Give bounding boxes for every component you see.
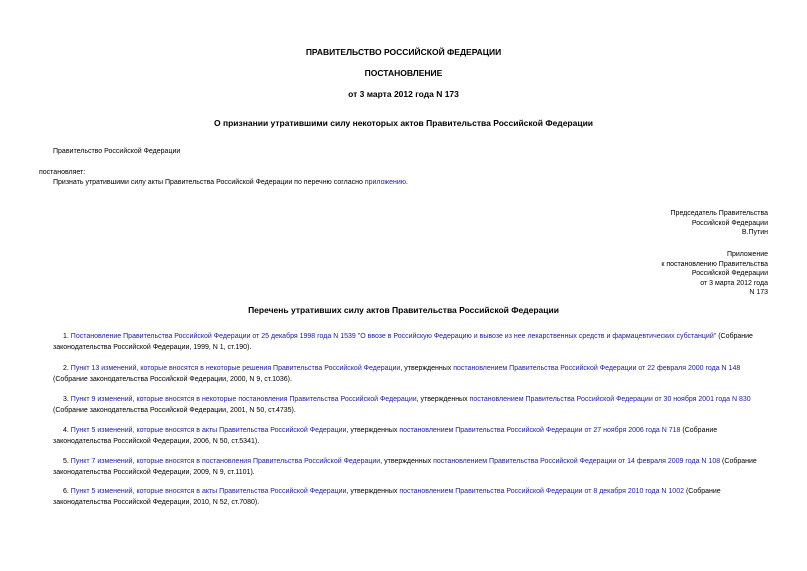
list-item-line-1	[53, 486, 769, 497]
list-title: Перечень утративших силу актов Правительства Российской Федерации	[248, 305, 559, 315]
list-item-line-1	[53, 456, 769, 467]
list-item-source: законодательства Российской Федерации, 2006, N 50, ст.5341).	[53, 438, 260, 445]
list-item-text: (Собрание	[716, 333, 753, 340]
list-item-source: законодательства Российской Федерации, 1999, N 1, ст.190).	[53, 344, 252, 351]
resolves-text: постановляет:	[39, 169, 86, 176]
list-item-line-1	[53, 331, 769, 342]
act-link[interactable]: Постановление Правительства Российской Федерации от 25 декабря 1998 года N 1539 "О ввозе в Российскую Федерацию и вывозе из нее лекарственных средств и фармацевтических субстанций"	[70, 333, 717, 340]
appendix-line-3: Российской Федерации	[691, 270, 768, 277]
list-item-text: , утвержденных	[380, 458, 434, 465]
list-item-number: 2.	[63, 365, 71, 372]
appendix-line-5: N 173	[749, 289, 768, 296]
signature-position: Председатель Правительства	[670, 210, 768, 217]
list-item-number: 4.	[63, 427, 71, 434]
list-item-source: (Собрание законодательства Российской Федерации, 2001, N 50, ст.4735).	[53, 407, 296, 414]
act-link[interactable]: постановлением Правительства Российской Федерации от 30 ноября 2001 года N 830	[469, 396, 751, 403]
list-item-text: (Собрание	[680, 427, 718, 434]
list-item-line-1	[53, 394, 769, 405]
list-item-line-1	[53, 363, 769, 374]
appendix-label: Приложение	[726, 251, 768, 258]
appendix-link[interactable]: приложению	[364, 179, 406, 186]
resolution-text: Признать утратившими силу акты Правительства Российской Федерации по перечню согласно	[53, 179, 365, 186]
act-link[interactable]: Пункт 9 изменений, которые вносятся в некоторые постановления Правительства Российской Федерации	[70, 396, 417, 403]
list-item	[53, 486, 769, 508]
list-item-text: , утвержденных	[416, 396, 470, 403]
list-item-text: , утвержденных	[400, 365, 454, 372]
appendix-header	[661, 250, 768, 298]
list-item-text: (Собрание	[684, 488, 721, 495]
resolution-text-end: .	[406, 179, 408, 186]
list-item-number: 3.	[63, 396, 71, 403]
act-link[interactable]: постановлением Правительства Российской Федерации от 8 декабря 2010 года N 1002	[399, 488, 684, 495]
act-link[interactable]: постановлением Правительства Российской Федерации от 22 февраля 2000 года N 148	[453, 365, 741, 372]
document-type: ПОСТАНОВЛЕНИЕ	[364, 68, 443, 78]
document-date-number: от 3 марта 2012 года N 173	[348, 89, 459, 99]
list-item-text: , утвержденных	[346, 427, 400, 434]
list-item-number: 1.	[63, 333, 71, 340]
act-link[interactable]: постановлением Правительства Российской Федерации от 14 февраля 2009 года N 108	[433, 458, 721, 465]
list-item-source: законодательства Российской Федерации, 2009, N 9, ст.1101).	[53, 469, 255, 476]
act-link[interactable]: Пункт 13 изменений, которые вносятся в некоторые решения Правительства Российской Федерации	[70, 365, 401, 372]
list-item-source: (Собрание законодательства Российской Федерации, 2000, N 9, ст.1036).	[53, 376, 292, 383]
act-link[interactable]: Пункт 5 изменений, которые вносятся в акты Правительства Российской Федерации	[70, 427, 347, 434]
appendix-line-2: к постановлению Правительства	[661, 260, 768, 268]
list-item	[53, 331, 769, 353]
issuer-text: Правительство Российской Федерации	[53, 148, 181, 155]
list-item-number: 5.	[63, 458, 71, 465]
list-item-number: 6.	[63, 488, 71, 495]
list-item	[53, 456, 769, 478]
list-item-text: , утвержденных	[346, 488, 400, 495]
list-item-line-1	[53, 425, 769, 436]
list-item-text: (Собрание	[720, 458, 757, 465]
document-title: О признании утратившими силу некоторых актов Правительства Российской Федерации	[213, 118, 594, 128]
act-link[interactable]: Пункт 7 изменений, которые вносятся в постановления Правительства Российской Федерации	[70, 458, 381, 465]
list-item-source: законодательства Российской Федерации, 2010, N 52, ст.7080).	[53, 499, 260, 506]
resolution-paragraph	[53, 178, 408, 187]
act-link[interactable]: постановлением Правительства Российской Федерации от 27 ноября 2006 года N 718	[399, 427, 681, 434]
signature-block	[671, 209, 768, 238]
list-item	[53, 425, 769, 447]
signature-position-2: Российской Федерации	[691, 219, 768, 227]
act-link[interactable]: Пункт 5 изменений, которые вносятся в акты Правительства Российской Федерации	[70, 488, 347, 495]
list-item	[53, 394, 769, 416]
list-item	[53, 363, 769, 385]
government-heading: ПРАВИТЕЛЬСТВО РОССИЙСКОЙ ФЕДЕРАЦИИ	[305, 47, 502, 57]
appendix-line-4: от 3 марта 2012 года	[700, 279, 768, 287]
signature-name: В.Путин	[741, 229, 768, 236]
